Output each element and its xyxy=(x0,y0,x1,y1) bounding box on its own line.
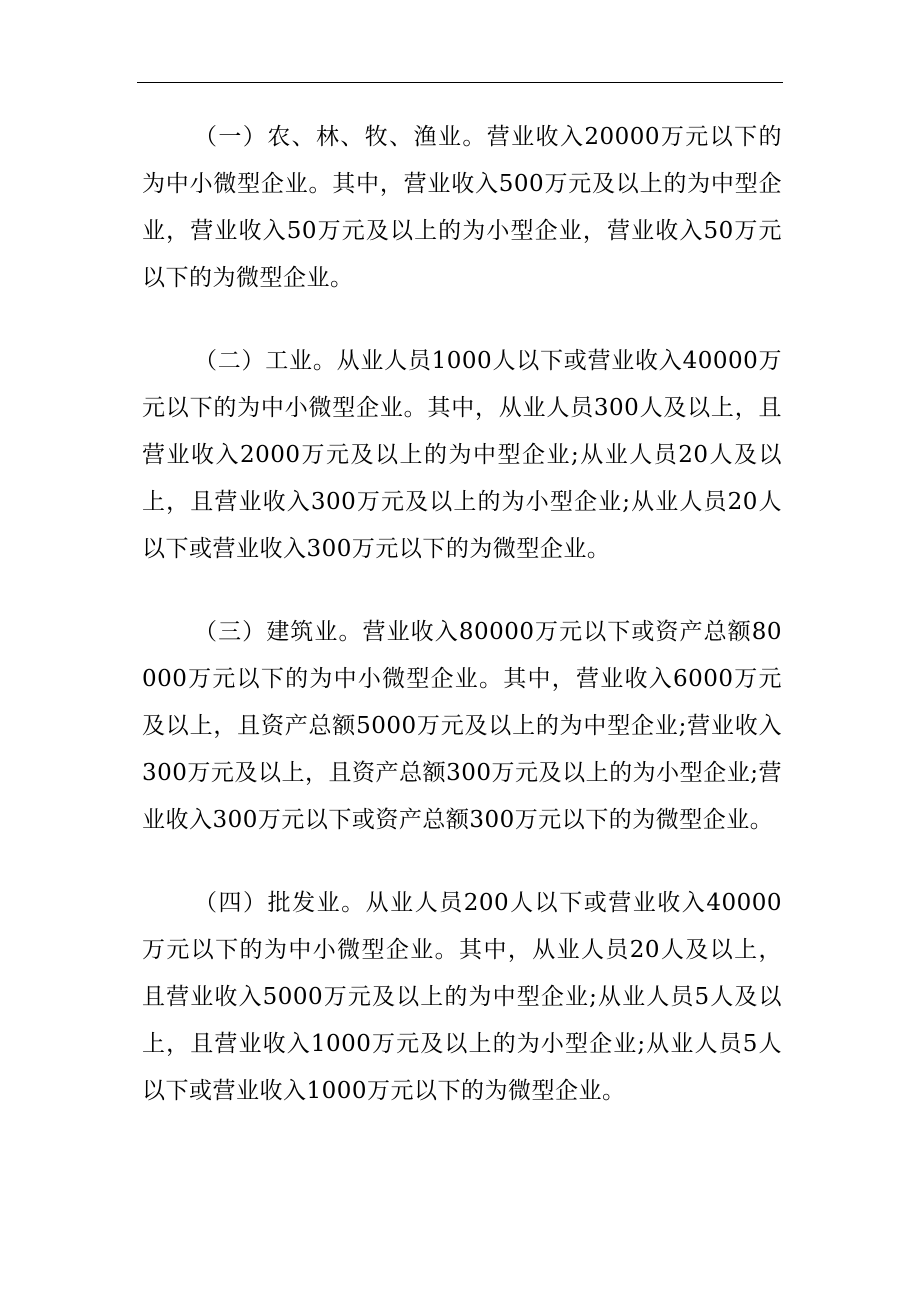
paragraph-construction: （三）建筑业。营业收入80000万元以下或资产总额80000万元以下的为中小微型企业。其中，营业收入6000万元及以上，且资产总额5000万元及以上的为中型企业;营业收入300万元及以上，且资产总额300万元及以上的为小型企业;营业收入300万元以下或资产总额300万元以下的为微型企业。 xyxy=(142,619,782,833)
paragraph-wholesale: （四）批发业。从业人员200人以下或营业收入40000万元以下的为中小微型企业。其中，从业人员20人及以上，且营业收入5000万元及以上的为中型企业;从业人员5人及以上，且营业收入1000万元及以上的为小型企业;从业人员5人以下或营业收入1000万元以下的为微型企业。 xyxy=(142,890,782,1104)
header-rule xyxy=(137,82,783,83)
paragraph-industry: （二）工业。从业人员1000人以下或营业收入40000万元以下的为中小微型企业。其中，从业人员300人及以上，且营业收入2000万元及以上的为中型企业;从业人员20人及以上，且营业收入300万元及以上的为小型企业;从业人员20人以下或营业收入300万元以下的为微型企业。 xyxy=(142,348,782,562)
document-body xyxy=(142,114,782,1151)
paragraph-agriculture: （一）农、林、牧、渔业。营业收入20000万元以下的为中小微型企业。其中，营业收入500万元及以上的为中型企业，营业收入50万元及以上的为小型企业，营业收入50万元以下的为微型企业。 xyxy=(142,124,782,291)
